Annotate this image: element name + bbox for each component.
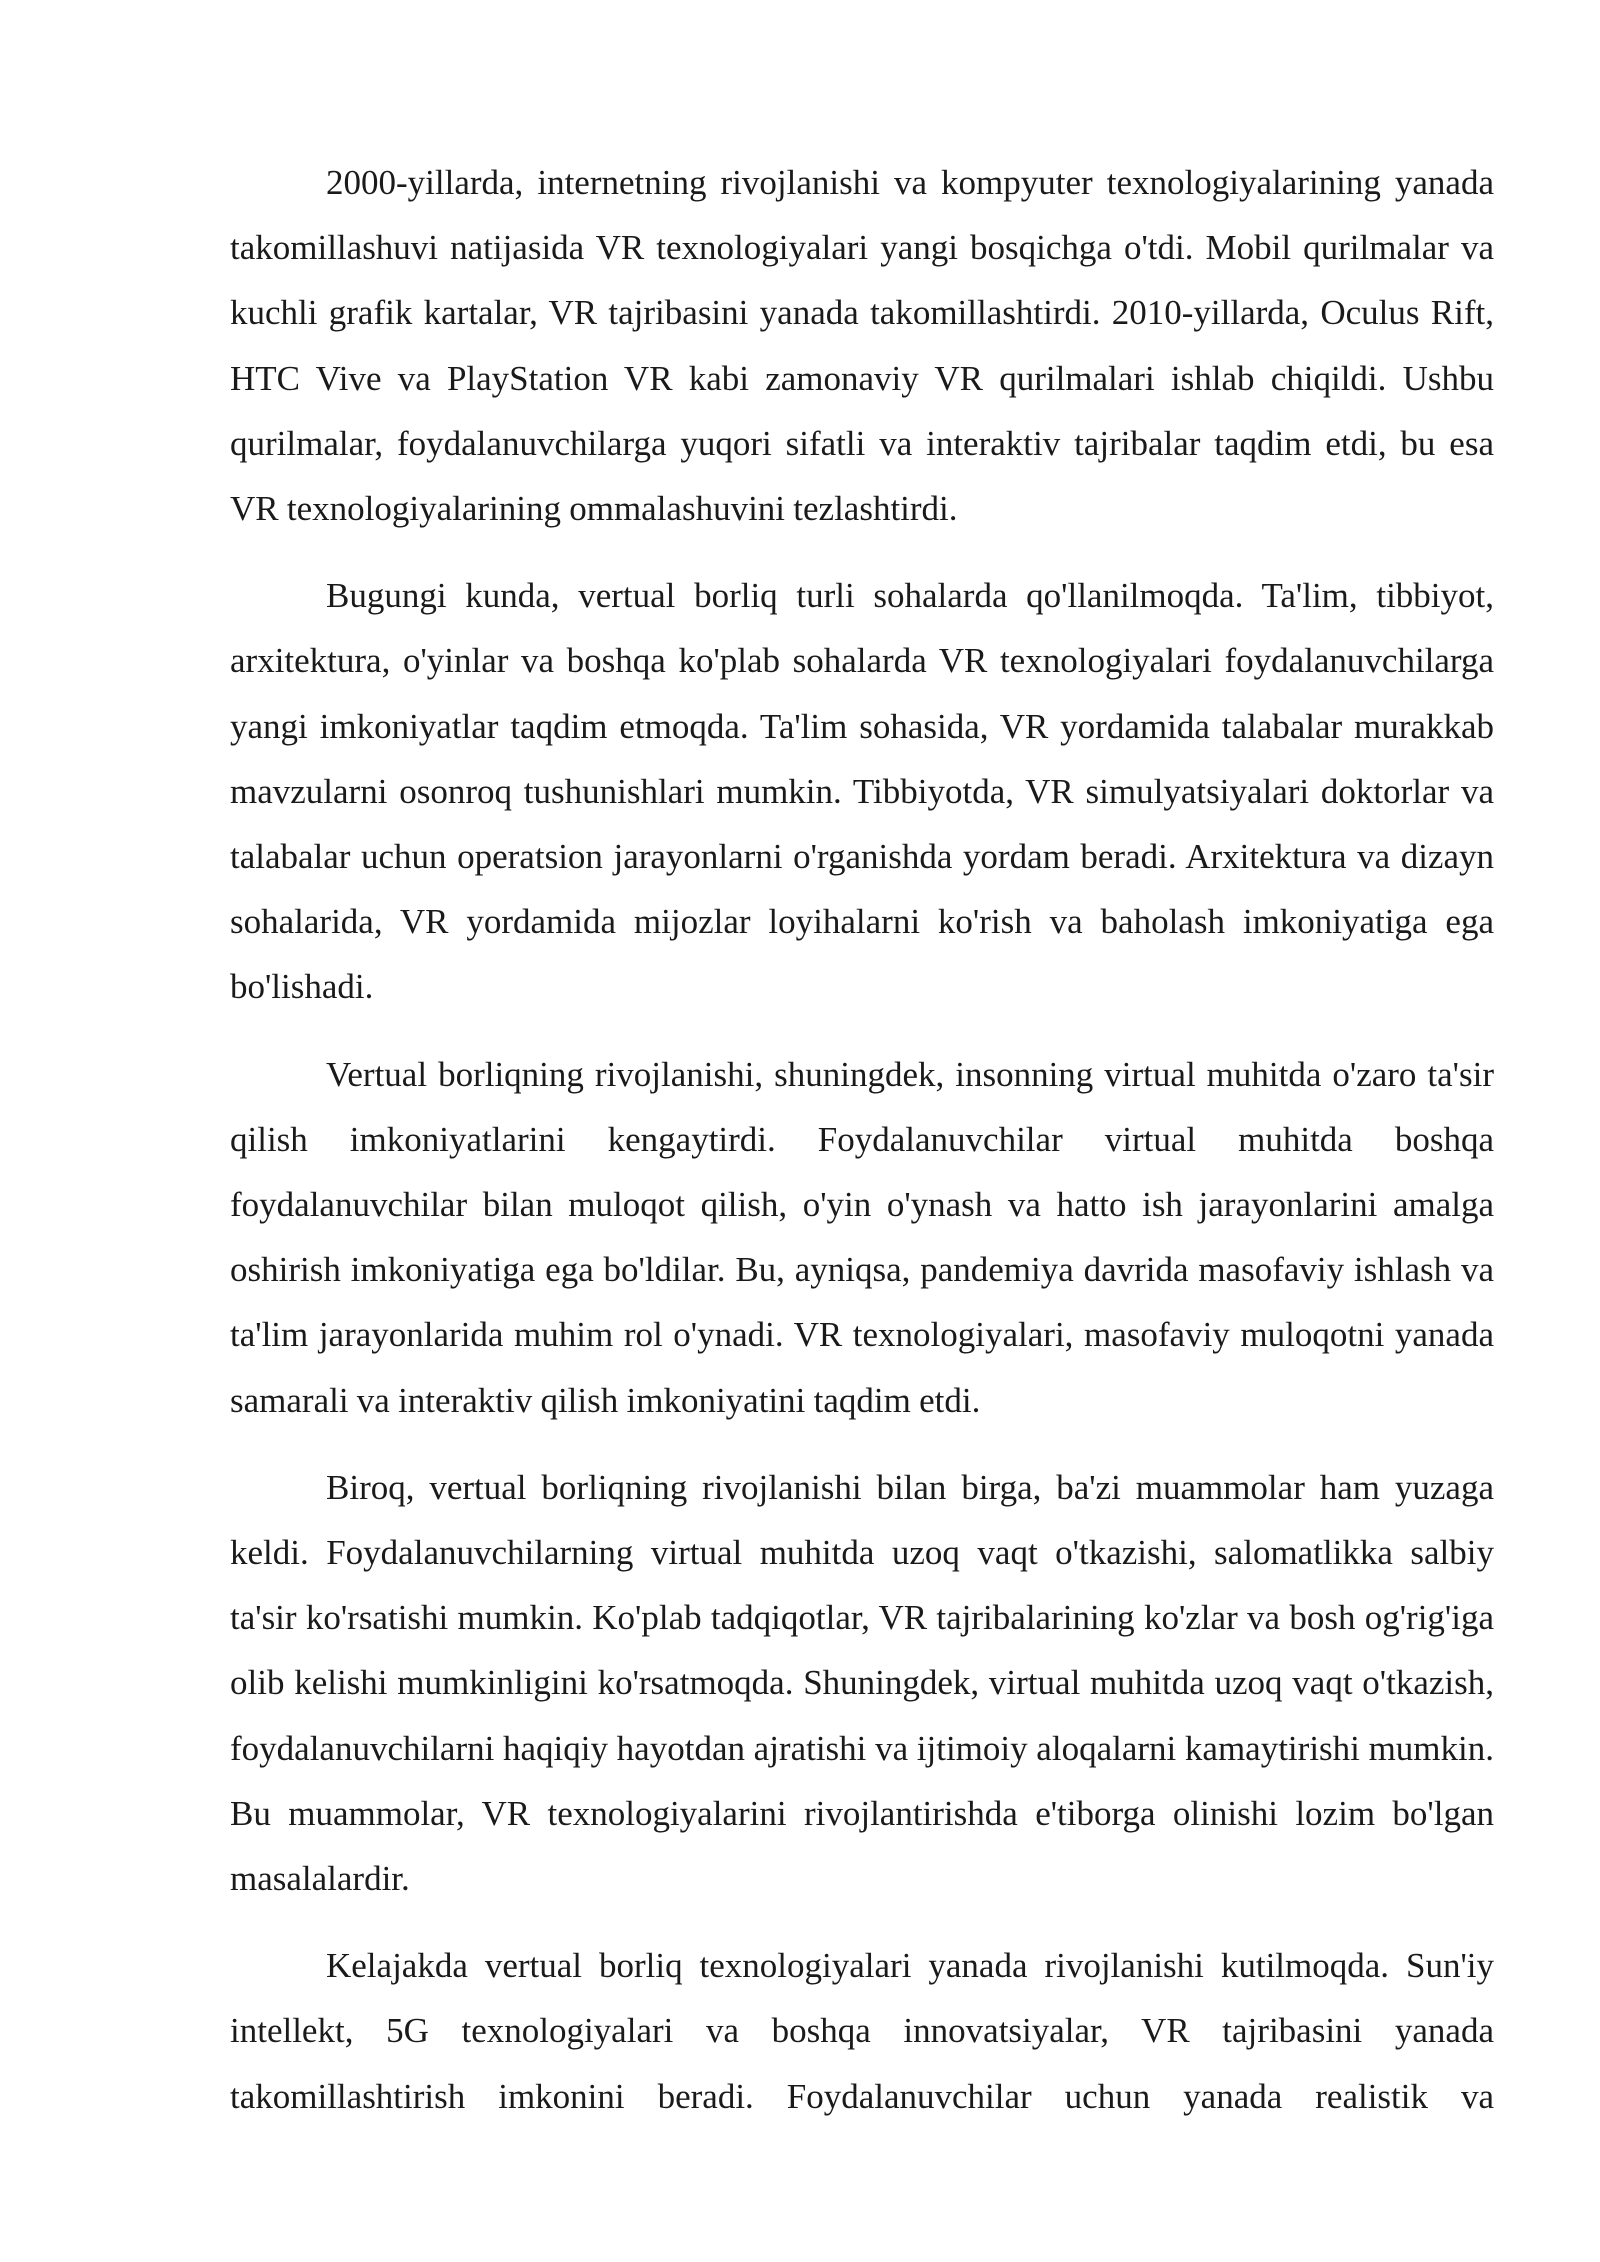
document-body — [230, 150, 1494, 2129]
paragraph-vr-today: Bugungi kunda, vertual borliq turli sohalarda qo'llanilmoqda. Ta'lim, tibbiyot, arxitektura, o'yinlar va boshqa ko'plab sohalarda VR texnologiyalari foydalanuvchilarga yangi imkoniyatlar taqdim etmoqda. Ta'lim sohasida, VR yordamida talabalar murakkab mavzularni osonroq tushunishlari mumkin. Tibbiyotda, VR simulyatsiyalari doktorlar va talabalar uchun operatsion jarayonlarni o'rganishda yordam beradi. Arxitektura va dizayn sohalarida, VR yordamida mijozlar loyihalarni ko'rish va baholash imkoniyatiga ega bo'lishadi. — [230, 576, 1494, 1007]
paragraph-vr-interaction: Vertual borliqning rivojlanishi, shuningdek, insonning virtual muhitda o'zaro ta'sir qilish imkoniyatlarini kengaytirdi. Foydalanuvchilar virtual muhitda boshqa foydalanuvchilar bilan muloqot qilish, o'yin o'ynash va hatto ish jarayonlarini amalga oshirish imkoniyatiga ega bo'ldilar. Bu, ayniqsa, pandemiya davrida masofaviy ishlash va ta'lim jarayonlarida muhim rol o'ynadi. VR texnologiyalari, masofaviy muloqotni yanada samarali va interaktiv qilish imkoniyatini taqdim etdi. — [230, 1054, 1494, 1420]
paragraph-vr-problems: Biroq, vertual borliqning rivojlanishi bilan birga, ba'zi muammolar ham yuzaga keldi. Foydalanuvchilarning virtual muhitda uzoq vaqt o'tkazishi, salomatlikka salbiy ta'sir ko'rsatishi mumkin. Ko'plab tadqiqotlar, VR tajribalarining ko'zlar va bosh og'rig'iga olib kelishi mumkinligini ko'rsatmoqda. Shuningdek, virtual muhitda uzoq vaqt o'tkazish, foydalanuvchilarni haqiqiy hayotdan ajratishi va ijtimoiy aloqalarni kamaytirishi mumkin. Bu muammolar, VR texnologiyalarini rivojlantirishda e'tiborga olinishi lozim bo'lgan masalalardir. — [230, 1467, 1494, 1899]
paragraph-vr-2000s: 2000-yillarda, internetning rivojlanishi va kompyuter texnologiyalarining yanada takomillashuvi natijasida VR texnologiyalari yangi bosqichga o'tdi. Mobil qurilmalar va kuchli grafik kartalar, VR tajribasini yanada takomillashtirdi. 2010-yillarda, Oculus Rift, HTC Vive va PlayStation VR kabi zamonaviy VR qurilmalari ishlab chiqildi. Ushbu qurilmalar, foydalanuvchilarga yuqori sifatli va interaktiv tajribalar taqdim etdi, bu esa VR texnologiyalarining ommalashuvini tezlashtirdi. — [230, 163, 1494, 529]
paragraph-vr-future: Kelajakda vertual borliq texnologiyalari yanada rivojlanishi kutilmoqda. Sun'iy intellekt, 5G texnologiyalari va boshqa innovatsiyalar, VR tajribasini yanada takomillashtirish imkonini beradi. Foydalanuvchilar uchun yanada realistik va — [230, 1946, 1494, 2116]
